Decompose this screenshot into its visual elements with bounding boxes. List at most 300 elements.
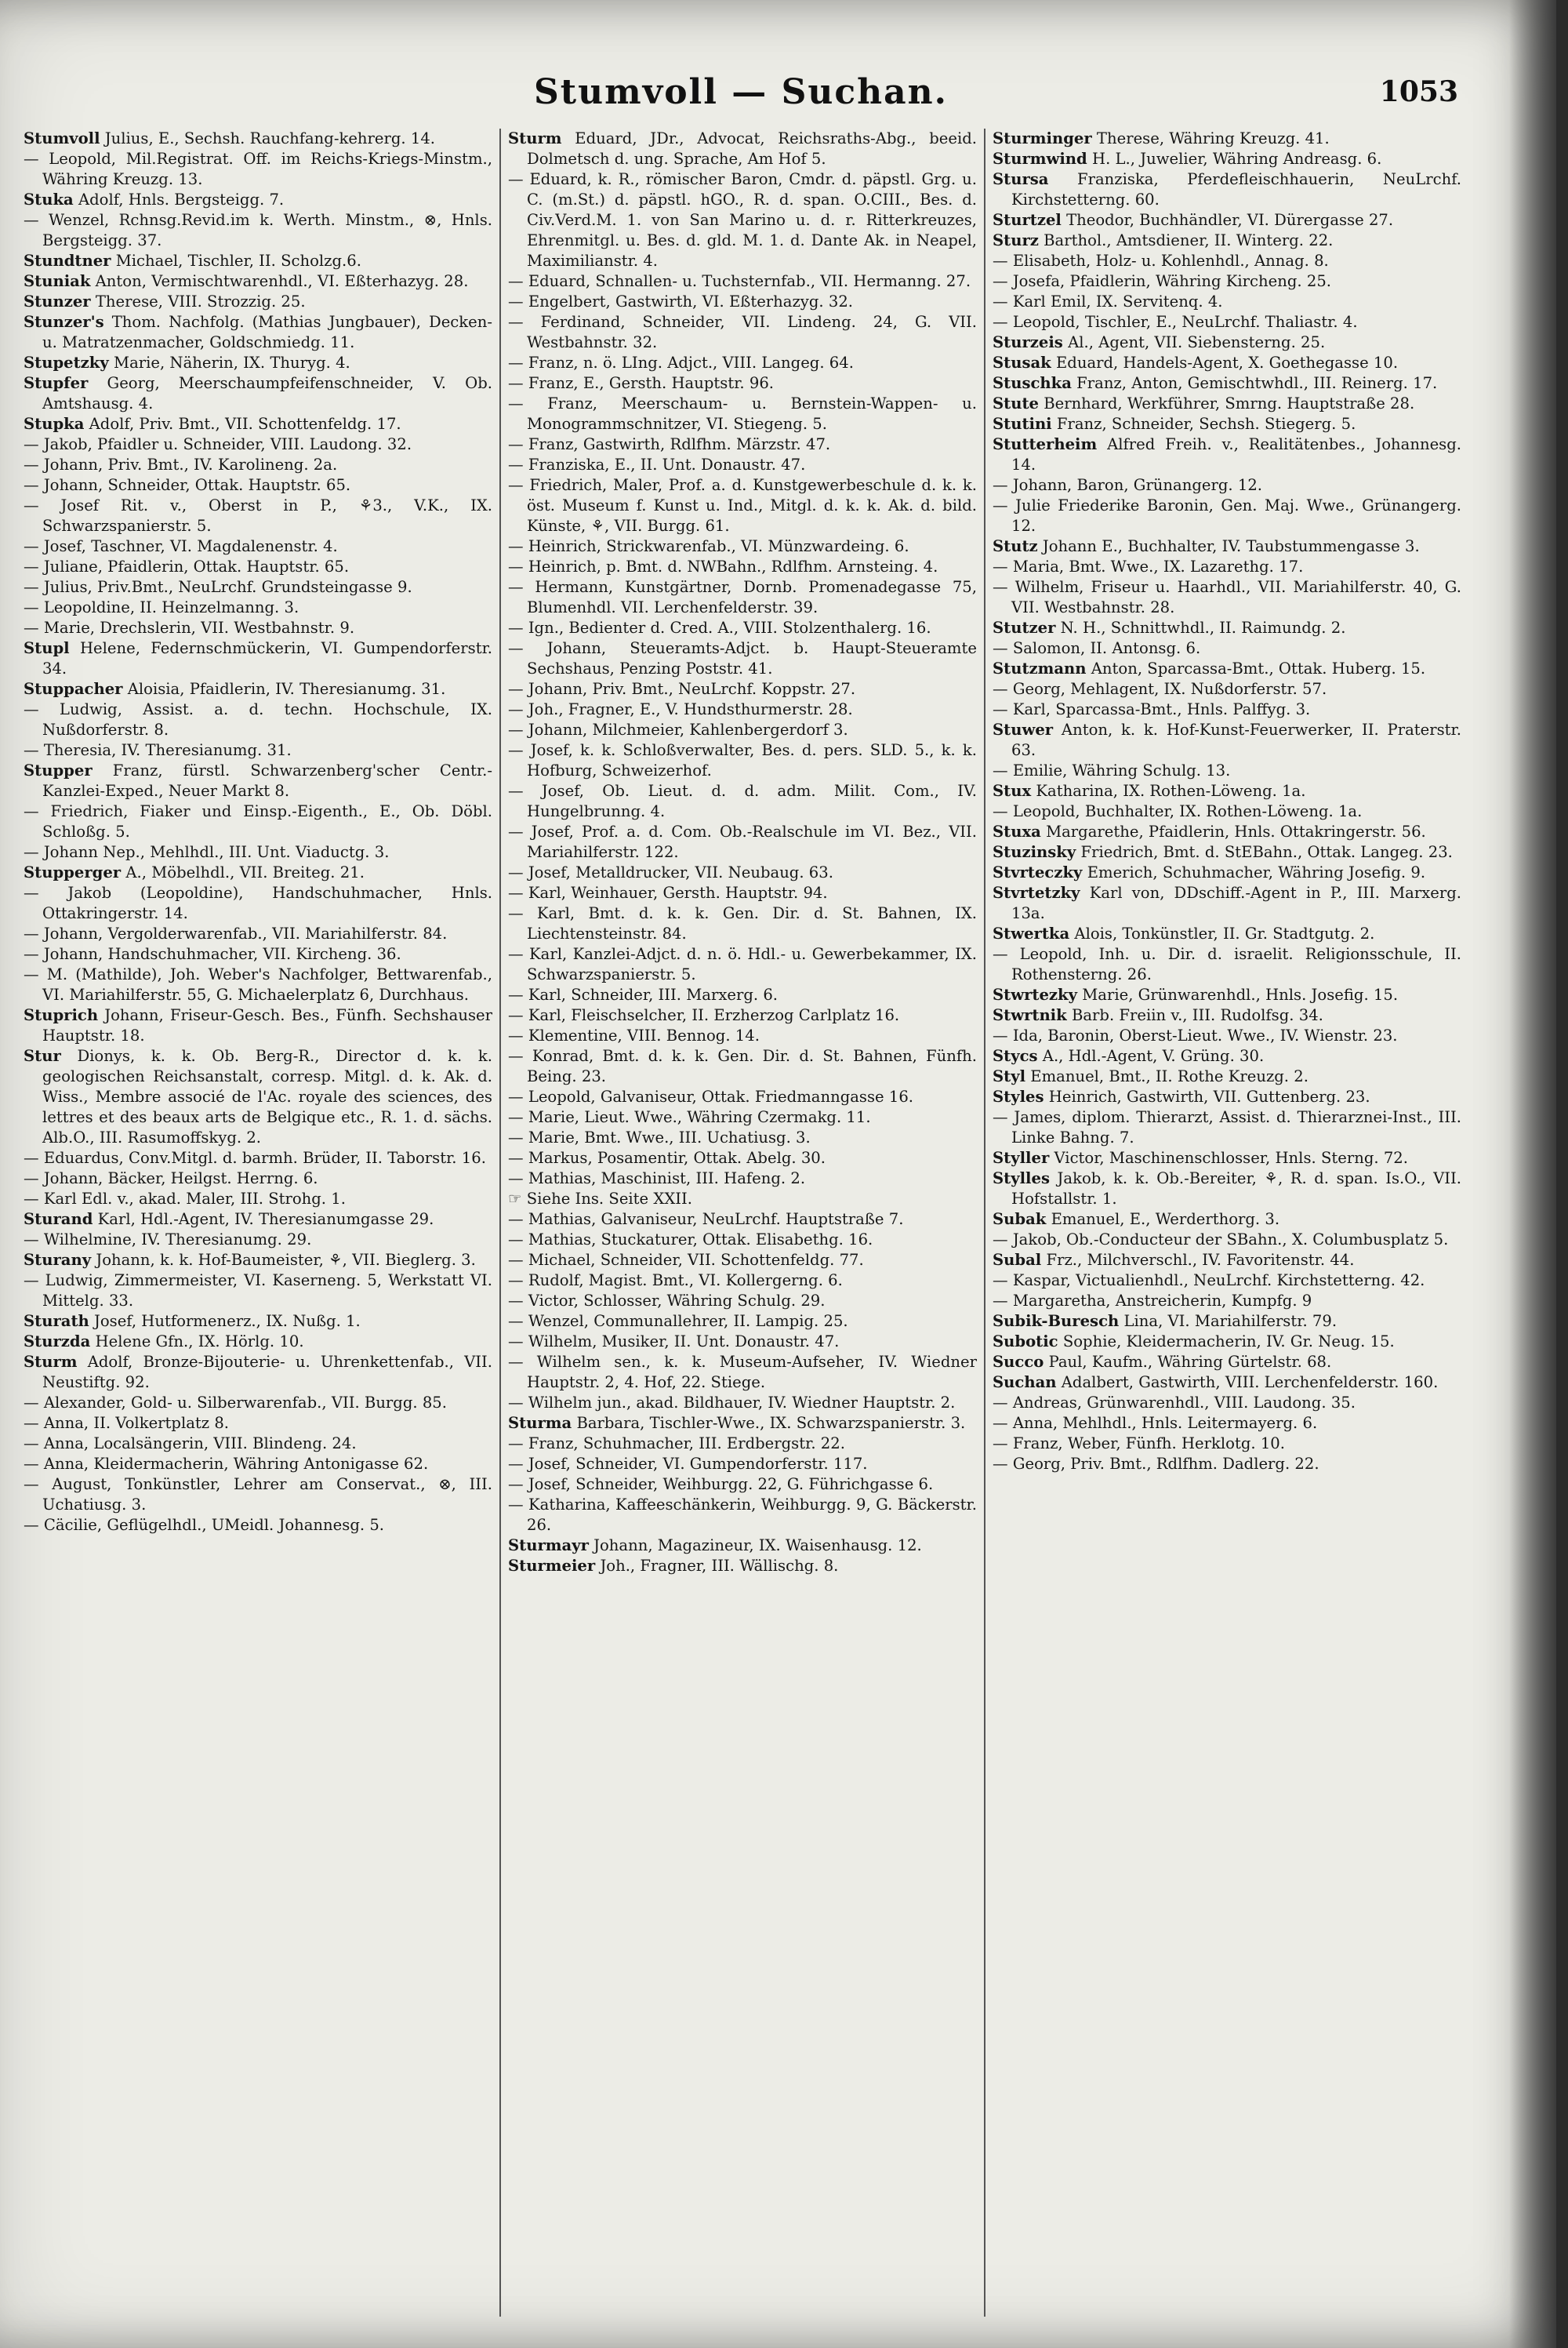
entry-surname: Styller <box>993 1149 1050 1167</box>
directory-entry <box>993 373 1461 394</box>
entry-details: — Ign., Bedienter d. Cred. A., VIII. Stolzenthalerg. 16. <box>508 619 931 637</box>
entry-details: Helene, Federnschmückerin, VI. Gumpendorferstr. 34. <box>42 639 492 678</box>
entry-details: — Karl, Schneider, III. Marxerg. 6. <box>508 986 779 1004</box>
directory-entry <box>24 434 492 455</box>
entry-details: Emanuel, Bmt., II. Rothe Kreuzg. 2. <box>1030 1067 1308 1085</box>
directory-entry <box>993 1311 1461 1332</box>
directory-entry <box>508 577 977 618</box>
entry-details: — Katharina, Kaffeeschänkerin, Weihburgg. 9, G. Bäckerstr. 26. <box>508 1496 977 1534</box>
entry-surname: Stwrtnik <box>993 1006 1067 1024</box>
directory-entry <box>508 903 977 944</box>
entry-details: Julius, E., Sechsh. Rauchfang-kehrerg. 14. <box>104 129 436 147</box>
entry-details: Franz, Anton, Gemischtwhdl., III. Reinerg. 17. <box>1076 374 1438 392</box>
book-spine-shadow <box>1509 0 1556 2348</box>
directory-entry <box>993 394 1461 414</box>
entry-surname: Stutzmann <box>993 660 1087 678</box>
entry-details: — Heinrich, Strickwarenfab., VI. Münzwardeing. 6. <box>508 537 909 555</box>
directory-entry <box>993 1250 1461 1270</box>
entry-details: — Karl Edl. v., akad. Maler, III. Strohg. 1. <box>24 1190 346 1208</box>
directory-entry <box>24 1413 492 1434</box>
directory-entry <box>508 1189 977 1209</box>
entry-details: Josef, Hutformenerz., IX. Nußg. 1. <box>94 1312 361 1330</box>
entry-details: Anton, Sparcassa-Bmt., Ottak. Huberg. 15. <box>1091 660 1426 678</box>
directory-entry <box>993 863 1461 883</box>
directory-entry <box>993 659 1461 679</box>
directory-entry <box>508 536 977 557</box>
directory-entry <box>993 985 1461 1005</box>
directory-entry <box>993 251 1461 271</box>
entry-details: — Eduard, Schnallen- u. Tuchsternfab., VII. Hermanng. 27. <box>508 272 971 290</box>
entry-details: Bernhard, Werkführer, Smrng. Hauptstraße 28. <box>1044 394 1415 413</box>
directory-entry <box>993 1372 1461 1393</box>
directory-entry <box>508 944 977 985</box>
entry-details: — August, Tonkünstler, Lehrer am Conservat., ⊗, III. Uchatiusg. 3. <box>24 1475 492 1514</box>
directory-entry <box>993 761 1461 781</box>
entry-details: — Leopold, Inh. u. Dir. d. israelit. Religionsschule, II. Rothensterng. 26. <box>993 945 1461 983</box>
directory-entry <box>24 1005 492 1046</box>
directory-entry <box>508 740 977 781</box>
page-header <box>24 72 1458 119</box>
directory-entry <box>508 1250 977 1270</box>
entry-details: — Karl, Weinhauer, Gersth. Hauptstr. 94. <box>508 884 828 902</box>
entry-details: — Heinrich, p. Bmt. d. NWBahn., Rdlfhm. Arnsteing. 4. <box>508 558 938 576</box>
entry-surname: Sturmeier <box>508 1557 596 1575</box>
directory-entry <box>24 475 492 496</box>
entry-surname: Stunzer <box>24 293 91 311</box>
directory-entry <box>24 373 492 414</box>
directory-entry <box>993 292 1461 312</box>
directory-entry <box>508 557 977 577</box>
entry-details: ☞ Siehe Ins. Seite XXII. <box>508 1190 692 1208</box>
entry-surname: Sturm <box>508 129 562 147</box>
entry-details: — Marie, Drechslerin, VII. Westbahnstr. 9. <box>24 619 355 637</box>
entry-details: — Leopoldine, II. Heinzelmanng. 3. <box>24 598 299 616</box>
running-head: Stumvoll — Suchan. <box>534 72 948 112</box>
directory-entry <box>508 394 977 434</box>
directory-entry <box>993 1026 1461 1046</box>
directory-entry <box>508 475 977 536</box>
directory-entry <box>508 1148 977 1169</box>
entry-details: — Johann, Vergolderwarenfab., VII. Mariahilferstr. 84. <box>24 925 448 943</box>
entry-details: — Anna, Kleidermacherin, Währing Antonigasse 62. <box>24 1455 429 1473</box>
column-3 <box>993 129 1461 2324</box>
entry-details: — Maria, Bmt. Wwe., IX. Lazarethg. 17. <box>993 558 1304 576</box>
entry-details: — Michael, Schneider, VII. Schottenfeldg. 77. <box>508 1251 864 1269</box>
directory-entry <box>508 1026 977 1046</box>
entry-surname: Sturand <box>24 1210 93 1228</box>
column-2 <box>508 129 977 2324</box>
entry-details: — Johann, Priv. Bmt., NeuLrchf. Koppstr. 27. <box>508 680 856 698</box>
entry-details: Thom. Nachfolg. (Mathias Jungbauer), Decken- u. Matratzenmacher, Goldschmiedg. 11. <box>42 313 492 351</box>
entry-surname: Subal <box>993 1251 1042 1269</box>
entry-details: Alois, Tonkünstler, II. Gr. Stadtgutg. 2. <box>1074 925 1375 943</box>
entry-details: — Josef, Taschner, VI. Magdalenenstr. 4. <box>24 537 338 555</box>
directory-entry <box>993 475 1461 496</box>
entry-details: — Franz, Meerschaum- u. Bernstein-Wappen- u. Monogrammschnitzer, VI. Stiegeng. 5. <box>508 394 977 433</box>
entry-surname: Sturtzel <box>993 211 1062 229</box>
entry-details: Friedrich, Bmt. d. StEBahn., Ottak. Langeg. 23. <box>1080 843 1453 861</box>
directory-entry <box>993 536 1461 557</box>
directory-entry <box>993 129 1461 149</box>
entry-surname: Subak <box>993 1210 1047 1228</box>
directory-entry <box>993 353 1461 373</box>
directory-entry <box>24 1474 492 1515</box>
entry-surname: Stupetzky <box>24 354 109 372</box>
directory-entry <box>24 1434 492 1454</box>
directory-entry <box>508 1536 977 1556</box>
entry-details: Emerich, Schuhmacher, Währing Josefig. 9. <box>1087 863 1426 881</box>
directory-entry <box>24 618 492 638</box>
entry-details: — Andreas, Grünwarenhdl., VIII. Laudong. 35. <box>993 1394 1356 1412</box>
entry-details: — Wilhelm, Friseur u. Haarhdl., VII. Mariahilferstr. 40, G. VII. Westbahnstr. 28. <box>993 578 1461 616</box>
entry-details: — Marie, Lieut. Wwe., Währing Czermakg. 11. <box>508 1108 871 1126</box>
entry-details: N. H., Schnittwhdl., II. Raimundg. 2. <box>1060 619 1346 637</box>
entry-details: — Anna, Localsängerin, VIII. Blindeng. 24. <box>24 1434 357 1452</box>
entry-details: — Joh., Fragner, E., V. Hundsthurmerstr. 28. <box>508 700 853 718</box>
directory-entry <box>508 292 977 312</box>
directory-entry <box>508 863 977 883</box>
directory-entry <box>24 1332 492 1352</box>
entry-details: — Engelbert, Gastwirth, VI. Eßterhazyg. 32. <box>508 293 854 311</box>
entry-details: Lina, VI. Mariahilferstr. 79. <box>1123 1312 1338 1330</box>
entry-details: Marie, Grünwarenhdl., Hnls. Josefig. 15. <box>1082 986 1399 1004</box>
directory-entry <box>24 740 492 761</box>
entry-details: — Josef, Metalldrucker, VII. Neubaug. 63. <box>508 863 833 881</box>
directory-entry <box>508 455 977 475</box>
entry-details: Paul, Kaufm., Währing Gürtelstr. 68. <box>1048 1353 1332 1371</box>
directory-entry <box>993 618 1461 638</box>
entry-details: — Wilhelm jun., akad. Bildhauer, IV. Wiedner Hauptstr. 2. <box>508 1394 956 1412</box>
entry-surname: Stutterheim <box>993 435 1098 453</box>
directory-entry <box>508 1352 977 1393</box>
entry-surname: Stvrtetzky <box>993 884 1080 902</box>
entry-details: Barbara, Tischler-Wwe., IX. Schwarzspanierstr. 3. <box>576 1414 966 1432</box>
entry-surname: Sturma <box>508 1414 572 1432</box>
entry-details: — Klementine, VIII. Bennog. 14. <box>508 1027 760 1045</box>
entry-surname: Stvrteczky <box>993 863 1083 881</box>
entry-details: — Josefa, Pfaidlerin, Währing Kircheng. 25. <box>993 272 1332 290</box>
entry-details: — Josef, Schneider, Weihburgg. 22, G. Führichgasse 6. <box>508 1475 934 1493</box>
directory-entry <box>24 598 492 618</box>
directory-entry <box>993 557 1461 577</box>
entry-surname: Styles <box>993 1088 1044 1106</box>
entry-details: — Johann, Schneider, Ottak. Hauptstr. 65. <box>24 476 351 494</box>
directory-entry <box>508 883 977 903</box>
entry-details: Jakob, k. k. Ob.-Bereiter, ⚘, R. d. span. Is.O., VII. Hofstallstr. 1. <box>1011 1169 1461 1208</box>
entry-details: Dionys, k. k. Ob. Berg-R., Director d. k. k. geologischen Reichsanstalt, corresp. Mitgl. d. k. Ak. d. Wiss., Membre associé de l'Ac. royale des sciences, des lettres et des beaux arts de Belgique etc., R. 1. d. sächs. Alb.O., III. Rasumoffskyg. 2. <box>42 1047 492 1147</box>
directory-entry <box>508 373 977 394</box>
entry-details: — Mathias, Maschinist, III. Hafeng. 2. <box>508 1169 806 1187</box>
column-rule <box>499 129 501 2317</box>
entry-details: Anton, k. k. Hof-Kunst-Feuerwerker, II. Praterstr. 63. <box>1011 721 1461 759</box>
entry-surname: Stursa <box>993 170 1049 188</box>
entry-surname: Stutini <box>993 415 1052 433</box>
directory-entry <box>993 312 1461 333</box>
directory-entry <box>24 455 492 475</box>
entry-details: Anton, Vermischtwarenhdl., VI. Eßterhazyg. 28. <box>95 272 469 290</box>
entry-surname: Succo <box>993 1353 1044 1371</box>
entry-details: — Josef, Ob. Lieut. d. d. adm. Milit. Com., IV. Hungelbrunng. 4. <box>508 782 977 820</box>
entry-details: Franz, fürstl. Schwarzenberg'scher Centr.-Kanzlei-Exped., Neuer Markt 8. <box>42 761 492 800</box>
entry-details: — Wilhelm sen., k. k. Museum-Aufseher, IV. Wiedner Hauptstr. 2, 4. Hof, 22. Stiege. <box>508 1353 977 1391</box>
directory-entry <box>508 1107 977 1128</box>
directory-entry <box>993 720 1461 761</box>
entry-details: Georg, Meerschaumpfeifenschneider, V. Ob. Amtshausg. 4. <box>42 374 492 413</box>
directory-entry <box>508 822 977 863</box>
directory-entry <box>993 1413 1461 1434</box>
directory-entry <box>508 169 977 271</box>
entry-details: Adolf, Hnls. Bergsteigg. 7. <box>78 191 285 209</box>
directory-entry <box>993 1005 1461 1026</box>
directory-entry <box>508 679 977 700</box>
entry-details: — Leopold, Tischler, E., NeuLrchf. Thaliastr. 4. <box>993 313 1358 331</box>
directory-entry <box>24 271 492 292</box>
entry-surname: Stuschka <box>993 374 1072 392</box>
entry-details: — Emilie, Währing Schulg. 13. <box>993 761 1231 780</box>
directory-entry <box>993 1169 1461 1209</box>
directory-entry <box>993 883 1461 924</box>
directory-entry <box>993 1209 1461 1230</box>
entry-surname: Stusak <box>993 354 1051 372</box>
entry-details: — Johann Nep., Mehlhdl., III. Unt. Viaductg. 3. <box>24 843 390 861</box>
directory-entry <box>24 1515 492 1536</box>
entry-surname: Stuzinsky <box>993 843 1076 861</box>
directory-entry <box>24 577 492 598</box>
directory-entry <box>508 1087 977 1107</box>
entry-surname: Suchan <box>993 1373 1057 1391</box>
entry-details: Johann, Magazineur, IX. Waisenhausg. 12. <box>593 1536 922 1554</box>
entry-details: Victor, Maschinenschlosser, Hnls. Sterng. 72. <box>1054 1149 1408 1167</box>
entry-details: — Johann, Baron, Grünangerg. 12. <box>993 476 1263 494</box>
directory-entry <box>993 1270 1461 1291</box>
entry-details: Eduard, JDr., Advocat, Reichsraths-Abg., beeid. Dolmetsch d. ung. Sprache, Am Hof 5. <box>527 129 977 168</box>
directory-entry <box>24 1230 492 1250</box>
directory-entry <box>993 1148 1461 1169</box>
entry-details: Helene Gfn., IX. Hörlg. 10. <box>95 1332 304 1350</box>
entry-surname: Stuka <box>24 191 74 209</box>
entry-details: — Anna, II. Volkertplatz 8. <box>24 1414 230 1432</box>
directory-entry <box>24 1311 492 1332</box>
entry-surname: Stur <box>24 1047 61 1065</box>
entry-details: — Kaspar, Victualienhdl., NeuLrchf. Kirchstetterng. 42. <box>993 1271 1425 1289</box>
entry-details: — Karl, Sparcassa-Bmt., Hnls. Palffyg. 3. <box>993 700 1311 718</box>
entry-details: Franziska, Pferdefleischhauerin, NeuLrchf. Kirchstetterng. 60. <box>1011 170 1461 209</box>
directory-entry <box>24 1393 492 1413</box>
directory-entry <box>24 1209 492 1230</box>
entry-details: — Karl Emil, IX. Servitenq. 4. <box>993 293 1223 311</box>
directory-entry <box>993 1107 1461 1148</box>
directory-entry <box>24 883 492 924</box>
directory-entry <box>24 638 492 679</box>
entry-surname: Stuwer <box>993 721 1054 739</box>
directory-entry <box>24 924 492 944</box>
entry-surname: Sturzda <box>24 1332 91 1350</box>
entry-surname: Stux <box>993 782 1032 800</box>
directory-entry <box>508 720 977 740</box>
entry-details: — Wilhelmine, IV. Theresianumg. 29. <box>24 1230 312 1249</box>
directory-entry <box>24 496 492 536</box>
directory-entry <box>508 1556 977 1576</box>
directory-entry <box>508 1332 977 1352</box>
directory-entry <box>508 1169 977 1189</box>
entry-surname: Sturany <box>24 1251 92 1269</box>
entry-details: — Ferdinand, Schneider, VII. Lindeng. 24, G. VII. Westbahnstr. 32. <box>508 313 977 351</box>
entry-details: Katharina, IX. Rothen-Löweng. 1a. <box>1036 782 1306 800</box>
entry-surname: Stwrtezky <box>993 986 1077 1004</box>
directory-entry <box>508 781 977 822</box>
directory-entry <box>24 679 492 700</box>
entry-details: Michael, Tischler, II. Scholzg.6. <box>115 252 361 270</box>
entry-details: — Johann, Bäcker, Heilgst. Herrng. 6. <box>24 1169 318 1187</box>
directory-entry <box>993 700 1461 720</box>
entry-details: — Karl, Kanzlei-Adjct. d. n. ö. Hdl.- u. Gewerbekammer, IX. Schwarzspanierstr. 5. <box>508 945 977 983</box>
entry-details: Therese, VIII. Strozzig. 25. <box>95 293 306 311</box>
entry-details: — Konrad, Bmt. d. k. k. Gen. Dir. d. St. Bahnen, Fünfh. Being. 23. <box>508 1047 977 1085</box>
entry-surname: Sturmayr <box>508 1536 589 1554</box>
entry-details: Karl, Hdl.-Agent, IV. Theresianumgasse 29. <box>97 1210 434 1228</box>
entry-details: Margarethe, Pfaidlerin, Hnls. Ottakringerstr. 56. <box>1046 823 1426 841</box>
entry-details: Emanuel, E., Werderthorg. 3. <box>1051 1210 1280 1228</box>
directory-entry <box>508 1311 977 1332</box>
page-number: 1053 <box>1379 75 1458 108</box>
directory-entry <box>993 679 1461 700</box>
directory-entry <box>24 1148 492 1169</box>
directory-entry <box>24 210 492 251</box>
entry-surname: Sturm <box>24 1353 78 1371</box>
directory-entry <box>24 557 492 577</box>
entry-details: Barthol., Amtsdiener, II. Winterg. 22. <box>1044 231 1334 249</box>
directory-entry <box>508 1393 977 1413</box>
entry-details: Adolf, Priv. Bmt., VII. Schottenfeldg. 17. <box>89 415 401 433</box>
entry-details: Karl von, DDschiff.-Agent in P., III. Marxerg. 13a. <box>1011 884 1461 922</box>
entry-surname: Stupperger <box>24 863 122 881</box>
entry-details: — Leopold, Mil.Registrat. Off. im Reichs-Kriegs-Minstm., Währing Kreuzg. 13. <box>24 150 492 188</box>
entry-details: — Georg, Mehlagent, IX. Nußdorferstr. 57. <box>993 680 1327 698</box>
directory-entry <box>508 1230 977 1250</box>
directory-entry <box>993 149 1461 169</box>
entry-details: — Alexander, Gold- u. Silberwarenfab., VII. Burgg. 85. <box>24 1394 448 1412</box>
directory-entry <box>508 618 977 638</box>
entry-details: — Franz, Gastwirth, Rdlfhm. Märzstr. 47. <box>508 435 831 453</box>
entry-details: — Cäcilie, Geflügelhdl., UMeidl. Johannesg. 5. <box>24 1516 385 1534</box>
entry-details: — Jakob, Pfaidler u. Schneider, VIII. Laudong. 32. <box>24 435 412 453</box>
entry-surname: Sturminger <box>993 129 1092 147</box>
entry-details: — Marie, Bmt. Wwe., III. Uchatiusg. 3. <box>508 1129 811 1147</box>
directory-entry <box>24 1250 492 1270</box>
entry-details: — Eduard, k. R., römischer Baron, Cmdr. d. päpstl. Grg. u. C. (m.St.) d. päpstl. hGO., R. d. span. O.CIII., Bes. d. Civ.Verd.M. 1. von San Marino u. d. r. Ritterkreuzes, Ehrenmitgl. u. Bes. d. gld. M. 1. d. Dante Ak. in Neapel, Maximilianstr. 4. <box>508 170 977 270</box>
entry-details: — Josef Rit. v., Oberst in P., ⚘3., V.K., IX. Schwarzspanierstr. 5. <box>24 496 492 535</box>
directory-entry <box>24 842 492 863</box>
directory-entry <box>24 1270 492 1311</box>
directory-entry <box>993 924 1461 944</box>
entry-details: — Rudolf, Magist. Bmt., VI. Kollergerng. 6. <box>508 1271 843 1289</box>
entry-surname: Stupfer <box>24 374 89 392</box>
directory-entry <box>24 1454 492 1474</box>
directory-entry <box>508 1413 977 1434</box>
entry-details: Theodor, Buchhändler, VI. Dürergasse 27. <box>1066 211 1394 229</box>
directory-entry <box>993 1230 1461 1250</box>
entry-details: Aloisia, Pfaidlerin, IV. Theresianumg. 31. <box>127 680 446 698</box>
column-1 <box>24 129 492 2324</box>
entry-surname: Stunzer's <box>24 313 104 331</box>
directory-columns <box>24 129 1461 2324</box>
entry-details: — Ida, Baronin, Oberst-Lieut. Wwe., IV. Wienstr. 23. <box>993 1027 1398 1045</box>
entry-surname: Stuppacher <box>24 680 123 698</box>
entry-details: — Josef, k. k. Schloßverwalter, Bes. d. pers. SLD. 5., k. k. Hofburg, Schweizerhof. <box>508 741 977 780</box>
entry-details: Sophie, Kleidermacherin, IV. Gr. Neug. 15. <box>1062 1332 1395 1350</box>
directory-entry <box>993 638 1461 659</box>
entry-surname: Stupper <box>24 761 93 780</box>
directory-entry <box>24 312 492 353</box>
directory-entry <box>24 761 492 801</box>
directory-entry <box>508 1454 977 1474</box>
entry-details: — Wilhelm, Musiker, II. Unt. Donaustr. 47. <box>508 1332 840 1350</box>
directory-entry <box>24 1352 492 1393</box>
entry-details: — Hermann, Kunstgärtner, Dornb. Promenadegasse 75, Blumenhdl. VII. Lerchenfelderstr. 39. <box>508 578 977 616</box>
entry-surname: Sturzeis <box>993 333 1063 351</box>
directory-entry <box>993 577 1461 618</box>
entry-details: Alfred Freih. v., Realitätenbes., Johannesg. 14. <box>1011 435 1461 474</box>
entry-surname: Sturmwind <box>993 150 1087 168</box>
directory-entry <box>993 414 1461 434</box>
directory-entry <box>24 1169 492 1189</box>
entry-surname: Stutzer <box>993 619 1056 637</box>
entry-details: — Josef, Prof. a. d. Com. Ob.-Realschule im VI. Bez., VII. Mariahilferstr. 122. <box>508 823 977 861</box>
entry-details: — Johann, Steueramts-Adjct. b. Haupt-Steueramte Sechshaus, Penzing Poststr. 41. <box>508 639 977 678</box>
directory-entry <box>508 353 977 373</box>
entry-details: Therese, Währing Kreuzg. 41. <box>1096 129 1330 147</box>
directory-entry <box>24 190 492 210</box>
directory-entry <box>508 1005 977 1026</box>
entry-details: — Margaretha, Anstreicherin, Kumpfg. 9 <box>993 1292 1312 1310</box>
directory-entry <box>508 1434 977 1454</box>
entry-details: Johann E., Buchhalter, IV. Taubstummengasse 3. <box>1042 537 1420 555</box>
directory-entry <box>508 129 977 169</box>
directory-entry <box>24 129 492 149</box>
entry-details: — M. (Mathilde), Joh. Weber's Nachfolger, Bettwarenfab., VI. Mariahilferstr. 55, G. Michaelerplatz 6, Durchhaus. <box>24 965 492 1004</box>
directory-entry <box>993 1067 1461 1087</box>
entry-details: — Karl, Bmt. d. k. k. Gen. Dir. d. St. Bahnen, IX. Liechtensteinstr. 84. <box>508 904 977 943</box>
directory-entry <box>24 965 492 1005</box>
directory-entry <box>508 1291 977 1311</box>
entry-details: Marie, Näherin, IX. Thuryg. 4. <box>114 354 350 372</box>
entry-details: — Wenzel, Rchnsg.Revid.im k. Werth. Minstm., ⊗, Hnls. Bergsteigg. 37. <box>24 211 492 249</box>
entry-details: — Elisabeth, Holz- u. Kohlenhdl., Annag. 8. <box>993 252 1329 270</box>
directory-entry <box>993 333 1461 353</box>
entry-details: A., Möbelhdl., VII. Breiteg. 21. <box>125 863 365 881</box>
entry-details: Barb. Freiin v., III. Rudolfsg. 34. <box>1071 1006 1323 1024</box>
entry-details: — Franz, n. ö. LIng. Adjct., VIII. Langeg. 64. <box>508 354 854 372</box>
entry-details: Adolf, Bronze-Bijouterie- u. Uhrenkettenfab., VII. Neustiftg. 92. <box>42 1353 492 1391</box>
directory-entry <box>508 1046 977 1087</box>
directory-entry <box>24 149 492 190</box>
directory-entry <box>508 1270 977 1291</box>
directory-entry <box>993 944 1461 985</box>
entry-details: — Georg, Priv. Bmt., Rdlfhm. Dadlerg. 22. <box>993 1455 1319 1473</box>
entry-details: — Mathias, Stuckaturer, Ottak. Elisabethg. 16. <box>508 1230 873 1249</box>
entry-surname: Stwertka <box>993 925 1070 943</box>
entry-details: — Jakob (Leopoldine), Handschuhmacher, Hnls. Ottakringerstr. 14. <box>24 884 492 922</box>
entry-details: Adalbert, Gastwirth, VIII. Lerchenfelderstr. 160. <box>1061 1373 1439 1391</box>
directory-entry <box>993 1352 1461 1372</box>
entry-surname: Stycs <box>993 1047 1038 1065</box>
directory-entry <box>508 985 977 1005</box>
entry-details: Johann, k. k. Hof-Baumeister, ⚘, VII. Bieglerg. 3. <box>96 1251 476 1269</box>
directory-entry <box>993 210 1461 231</box>
directory-entry <box>993 1393 1461 1413</box>
directory-entry <box>993 1291 1461 1311</box>
directory-entry <box>993 1087 1461 1107</box>
